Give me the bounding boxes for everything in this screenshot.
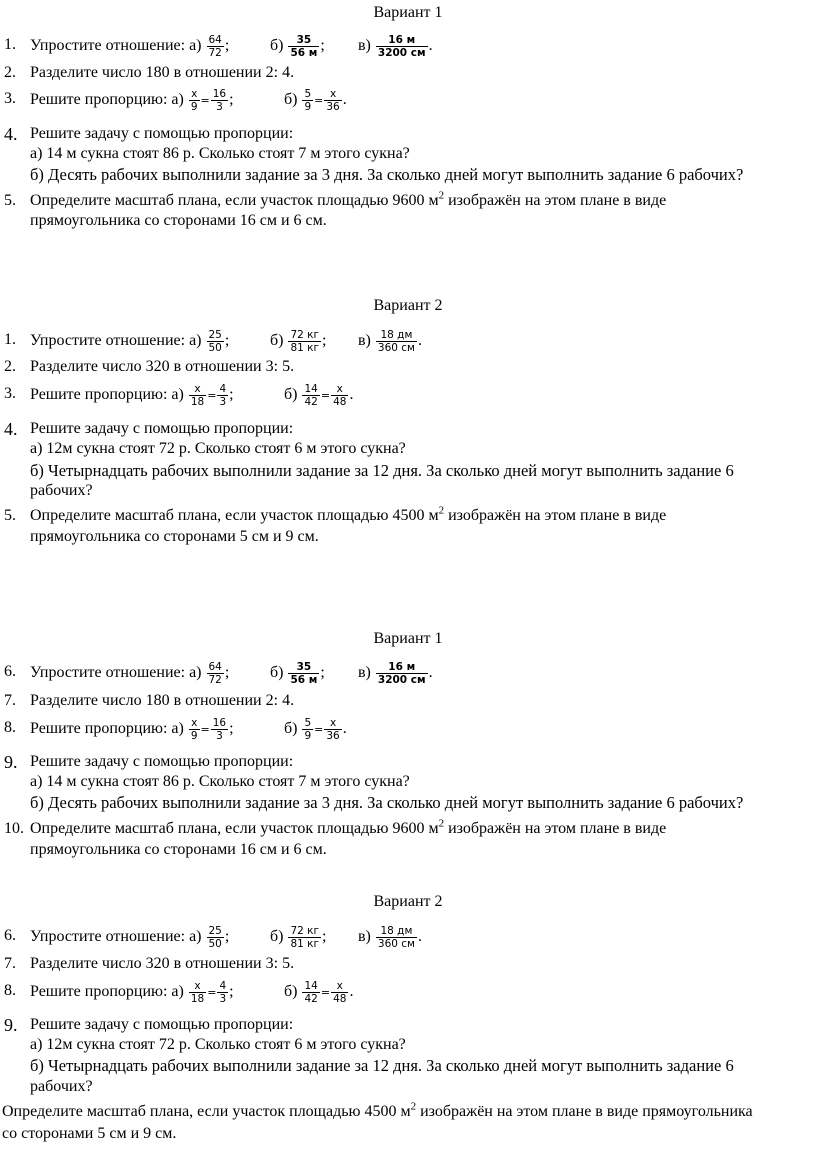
task-text-continued: прямоугольника со сторонами 16 см и 6 см.: [30, 212, 327, 229]
fraction: $\frac{4}{3}$: [219, 980, 227, 1005]
variant-heading: Вариант 1: [373, 4, 443, 21]
task-number: 3.: [4, 90, 16, 107]
task-text: Решите пропорцию: а) $\frac{x}{18}$ = $\frac{4}{3}$ ;: [30, 383, 234, 408]
task-number: 9.: [4, 752, 18, 772]
option-b: б) $\frac{72 кг}{81 кг}$ ;: [270, 925, 327, 950]
option-b: б) $\frac{72 кг}{81 кг}$ ;: [270, 329, 327, 354]
fraction: $\frac{4}{3}$: [219, 383, 227, 408]
subtask-b-continued: рабочих?: [30, 482, 93, 499]
task-text: Разделите число 180 в отношении 2: 4.: [30, 64, 295, 81]
task-text: Решите пропорцию: а) $\frac{x}{18}$ = $\frac{4}{3}$ ;: [30, 980, 234, 1005]
task-number: 8.: [4, 982, 16, 999]
subtask-b: б) Четырнадцать рабочих выполнили задание за 12 дня. За сколько дней могут выполнить задание 6: [30, 461, 734, 480]
fraction: $\frac{35}{56 м}$: [290, 34, 318, 59]
task-number: 4.: [4, 419, 18, 439]
task-number: 4.: [4, 124, 18, 144]
option-b: б) $\frac{14}{42}$ = $\frac{x}{48}$ .: [284, 383, 354, 408]
task-text: Упростите отношение: а) $\frac{25}{50}$ ;: [30, 925, 230, 950]
task-number: 6.: [4, 927, 16, 944]
fraction: $\frac{5}{9}$: [304, 88, 312, 113]
fraction: $\frac{x}{36}$: [326, 88, 340, 113]
fraction: $\frac{72 кг}{81 кг}$: [290, 925, 320, 950]
task-number: 5.: [4, 192, 16, 209]
task-text-continued: со сторонами 5 см и 9 см.: [2, 1125, 177, 1142]
option-v: в) $\frac{16 м}{3200 см}$ .: [358, 34, 433, 59]
option-b: б) $\frac{5}{9}$ = $\frac{x}{36}$ .: [284, 717, 347, 742]
task-text: Упростите отношение: а) $\frac{64}{72}$ ;: [30, 661, 230, 686]
task-number: 7.: [4, 692, 16, 709]
option-v: в) $\frac{18 дм}{360 см}$ .: [358, 329, 422, 354]
option-b: б) $\frac{5}{9}$ = $\frac{x}{36}$ .: [284, 88, 347, 113]
subtask-b: б) Десять рабочих выполнили задание за 3 дня. За сколько дней могут выполнить задание 6 рабочих?: [30, 165, 744, 184]
fraction: $\frac{18 дм}{360 см}$: [377, 329, 415, 354]
task-title: Решите задачу с помощью пропорции:: [30, 1016, 294, 1033]
task-scale: Определите масштаб плана, если участок площадью 4500 $м^2$ изображён на этом плане в виде прямоугольника: [2, 1100, 753, 1120]
variant-heading: Вариант 2: [373, 297, 443, 314]
fraction: $\frac{72 кг}{81 кг}$: [290, 329, 320, 354]
subtask-a: а) 12м сукна стоят 72 р. Сколько стоят 6 м этого сукна?: [30, 440, 406, 457]
task-number: 10.: [4, 820, 24, 837]
task-text: Разделите число 320 в отношении 3: 5.: [30, 955, 295, 972]
fraction: $\frac{x}{36}$: [326, 717, 340, 742]
fraction: $\frac{x}{48}$: [333, 383, 347, 408]
fraction: $\frac{x}{18}$: [190, 980, 205, 1005]
task-text: Разделите число 320 в отношении 3: 5.: [30, 358, 295, 375]
task-title: Решите задачу с помощью пропорции:: [30, 125, 294, 142]
fraction: $\frac{64}{72}$: [208, 661, 222, 686]
task-text: Упростите отношение: а) $\frac{64}{72}$ ;: [30, 34, 230, 59]
fraction: $\frac{x}{9}$: [190, 88, 198, 113]
fraction: $\frac{16 м}{3200 см}$: [377, 34, 426, 59]
task-number: 2.: [4, 358, 16, 375]
task-text: Определите масштаб плана, если участок площадью 4500 $м^2$ изображён на этом плане в виде: [30, 504, 667, 524]
subtask-b: б) Четырнадцать рабочих выполнили задание за 12 дня. За сколько дней могут выполнить задание 6: [30, 1056, 734, 1075]
fraction: $\frac{25}{50}$: [208, 329, 222, 354]
fraction: $\frac{64}{72}$: [208, 34, 222, 59]
fraction: $\frac{35}{56 м}$: [290, 661, 318, 686]
subtask-a: а) 14 м сукна стоят 86 р. Сколько стоят 7 м этого сукна?: [30, 773, 410, 790]
fraction: $\frac{14}{42}$: [304, 383, 318, 408]
fraction: $\frac{5}{9}$: [304, 717, 312, 742]
fraction: $\frac{18 дм}{360 см}$: [377, 925, 415, 950]
fraction: $\frac{x}{18}$: [190, 383, 205, 408]
task-number: 3.: [4, 385, 16, 402]
task-text: Определите масштаб плана, если участок площадью 9600 $м^2$ изображён на этом плане в виде: [30, 817, 667, 837]
task-number: 1.: [4, 331, 16, 348]
task-number: 6.: [4, 663, 16, 680]
task-text: Упростите отношение: а) $\frac{25}{50}$ ;: [30, 329, 230, 354]
task-number: 8.: [4, 719, 16, 736]
option-b: б) $\frac{14}{42}$ = $\frac{x}{48}$ .: [284, 980, 354, 1005]
task-title: Решите задачу с помощью пропорции:: [30, 753, 294, 770]
subtask-a: а) 12м сукна стоят 72 р. Сколько стоят 6 м этого сукна?: [30, 1036, 406, 1053]
task-text: Решите пропорцию: а) $\frac{x}{9}$ = $\frac{16}{3}$ ;: [30, 88, 234, 113]
task-text-continued: прямоугольника со сторонами 5 см и 9 см.: [30, 528, 319, 545]
task-number: 7.: [4, 955, 16, 972]
option-v: в) $\frac{18 дм}{360 см}$ .: [358, 925, 422, 950]
fraction: $\frac{25}{50}$: [208, 925, 222, 950]
fraction: $\frac{x}{48}$: [333, 980, 347, 1005]
option-b: б) $\frac{35}{56 м}$ ;: [270, 661, 325, 686]
task-text: Определите масштаб плана, если участок площадью 9600 $м^2$ изображён на этом плане в виде: [30, 189, 667, 209]
option-v: в) $\frac{16 м}{3200 см}$ .: [358, 661, 433, 686]
subtask-b-continued: рабочих?: [30, 1078, 93, 1095]
task-number: 5.: [4, 507, 16, 524]
task-title: Решите задачу с помощью пропорции:: [30, 420, 294, 437]
fraction: $\frac{16}{3}$: [212, 88, 227, 113]
task-text-continued: прямоугольника со сторонами 16 см и 6 см.: [30, 841, 327, 858]
fraction: $\frac{16 м}{3200 см}$: [377, 661, 426, 686]
subtask-b: б) Десять рабочих выполнили задание за 3 дня. За сколько дней могут выполнить задание 6 рабочих?: [30, 793, 744, 812]
task-number: 9.: [4, 1015, 18, 1035]
fraction: $\frac{14}{42}$: [304, 980, 318, 1005]
option-b: б) $\frac{35}{56 м}$ ;: [270, 34, 325, 59]
task-text: Разделите число 180 в отношении 2: 4.: [30, 692, 295, 709]
subtask-a: а) 14 м сукна стоят 86 р. Сколько стоят 7 м этого сукна?: [30, 145, 410, 162]
variant-heading: Вариант 2: [373, 893, 443, 910]
task-number: 1.: [4, 36, 16, 53]
task-text: Решите пропорцию: а) $\frac{x}{9}$ = $\frac{16}{3}$ ;: [30, 717, 234, 742]
fraction: $\frac{x}{9}$: [190, 717, 198, 742]
variant-heading: Вариант 1: [373, 630, 443, 647]
task-number: 2.: [4, 64, 16, 81]
fraction: $\frac{16}{3}$: [212, 717, 227, 742]
